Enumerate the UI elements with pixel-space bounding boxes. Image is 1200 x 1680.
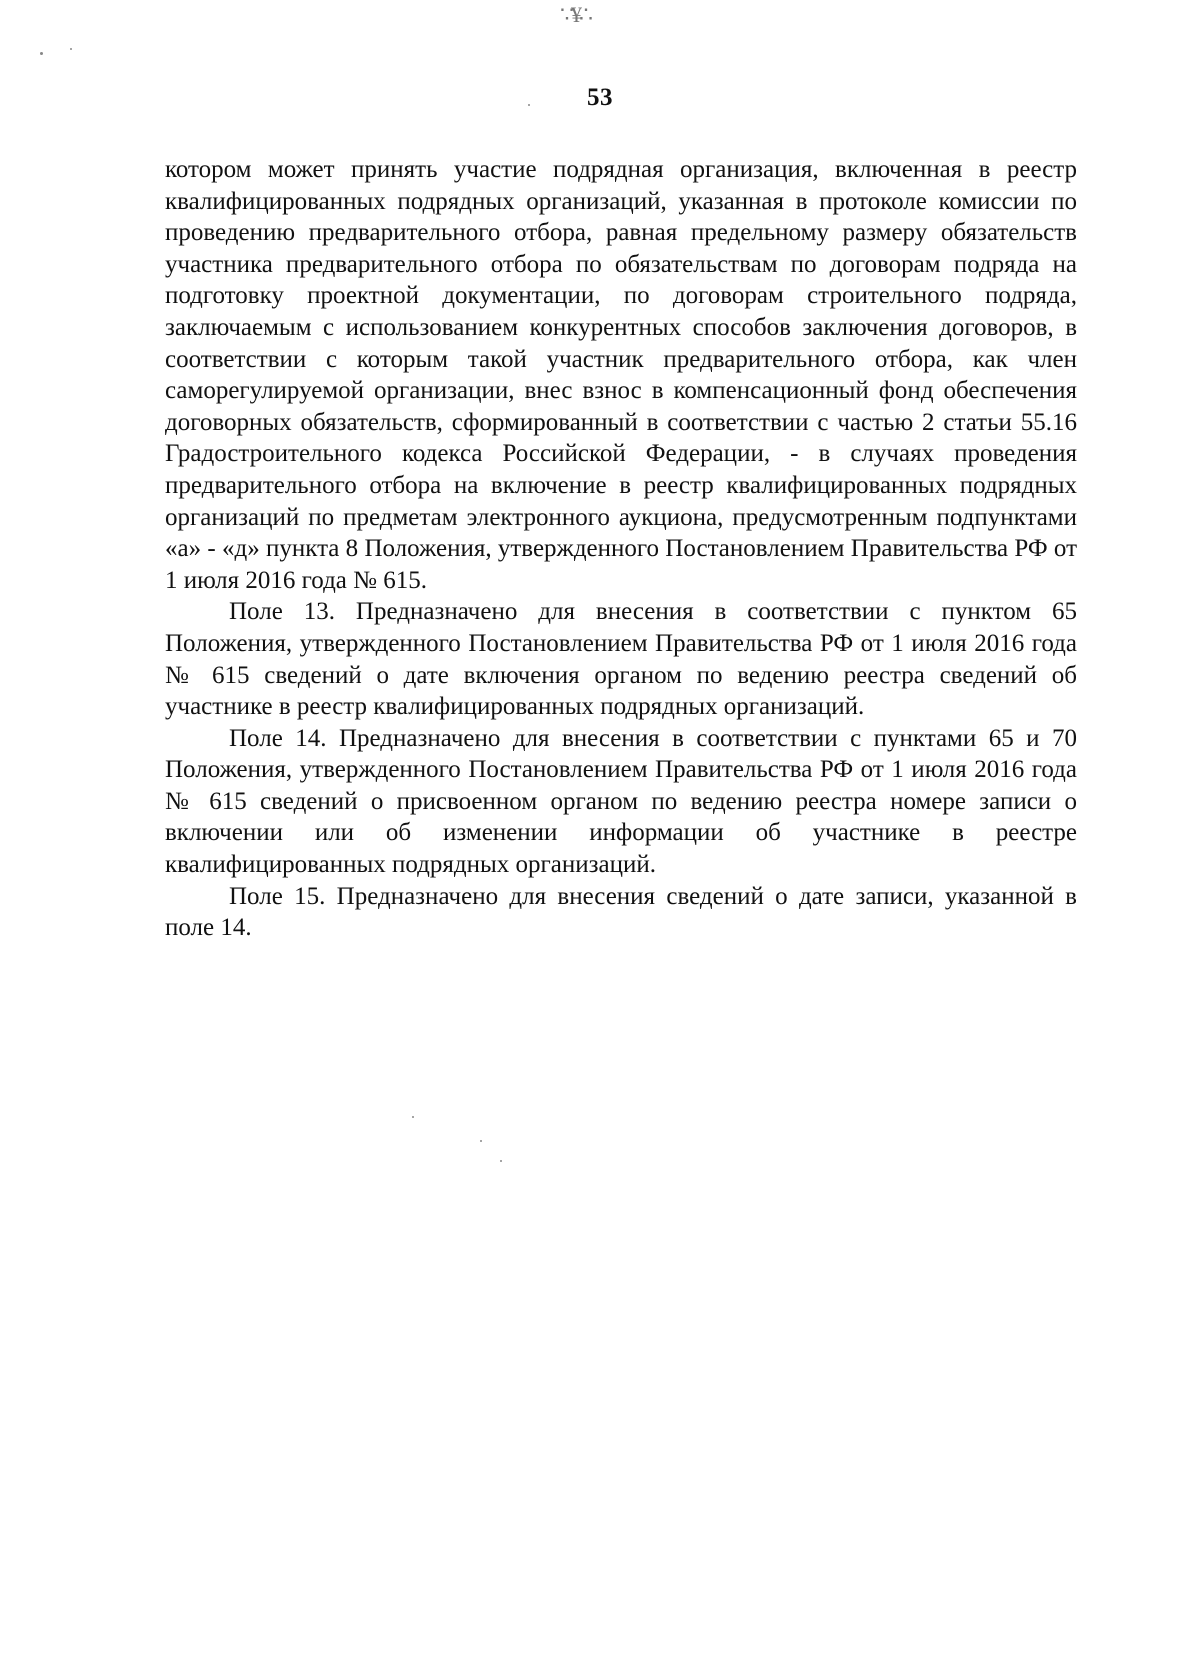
document-body	[165, 154, 1077, 944]
scan-speck	[412, 1116, 414, 1118]
scan-speck	[40, 52, 43, 55]
paragraph-continuation: котором может принять участие подрядная организация, включенная в реестр квалифицированных подрядных организаций, указанная в протоколе комиссии по проведению предварительного отбора, равная предельному размеру обязательств участника предварительного отбора по обязательствам по договорам подряда на подготовку проектной документации, по договорам строительного подряда, заключаемым с использованием конкурентных способов заключения договоров, в соответствии с которым такой участник предварительного отбора, как член саморегулируемой организации, внес взнос в компенсационный фонд обеспечения договорных обязательств, сформированный в соответствии с частью 2 статьи 55.16 Градостроительного кодекса Российской Федерации, - в случаях проведения предварительного отбора на включение в реестр квалифицированных подрядных организаций по предметам электронного аукциона, предусмотренным подпунктами «а» - «д» пункта 8 Положения, утвержденного Постановлением Правительства РФ от 1 июля 2016 года № 615.	[165, 156, 1077, 594]
scan-artifact: ∵¥∴	[560, 2, 590, 27]
paragraph-field-15: Поле 15. Предназначено для внесения сведений о дате записи, указанной в поле 14.	[165, 882, 1077, 942]
paragraph-field-14: Поле 14. Предназначено для внесения в соответствии с пунктами 65 и 70 Положения, утвержденного Постановлением Правительства РФ от 1 июля 2016 года № 615 сведений о присвоенном органом по ведению реестра номере записи о включении или об изменении информации об участнике в реестре квалифицированных подрядных организаций.	[165, 724, 1077, 879]
scan-speck	[480, 1140, 482, 1142]
scan-speck	[500, 1160, 502, 1162]
page-number: 53	[587, 84, 613, 111]
scan-speck	[70, 48, 72, 50]
paragraph-field-13: Поле 13. Предназначено для внесения в соответствии с пунктом 65 Положения, утвержденного Постановлением Правительства РФ от 1 июля 2016 года № 615 сведений о дате включения органом по ведению реестра сведений об участнике в реестр квалифицированных подрядных организаций.	[165, 598, 1077, 721]
